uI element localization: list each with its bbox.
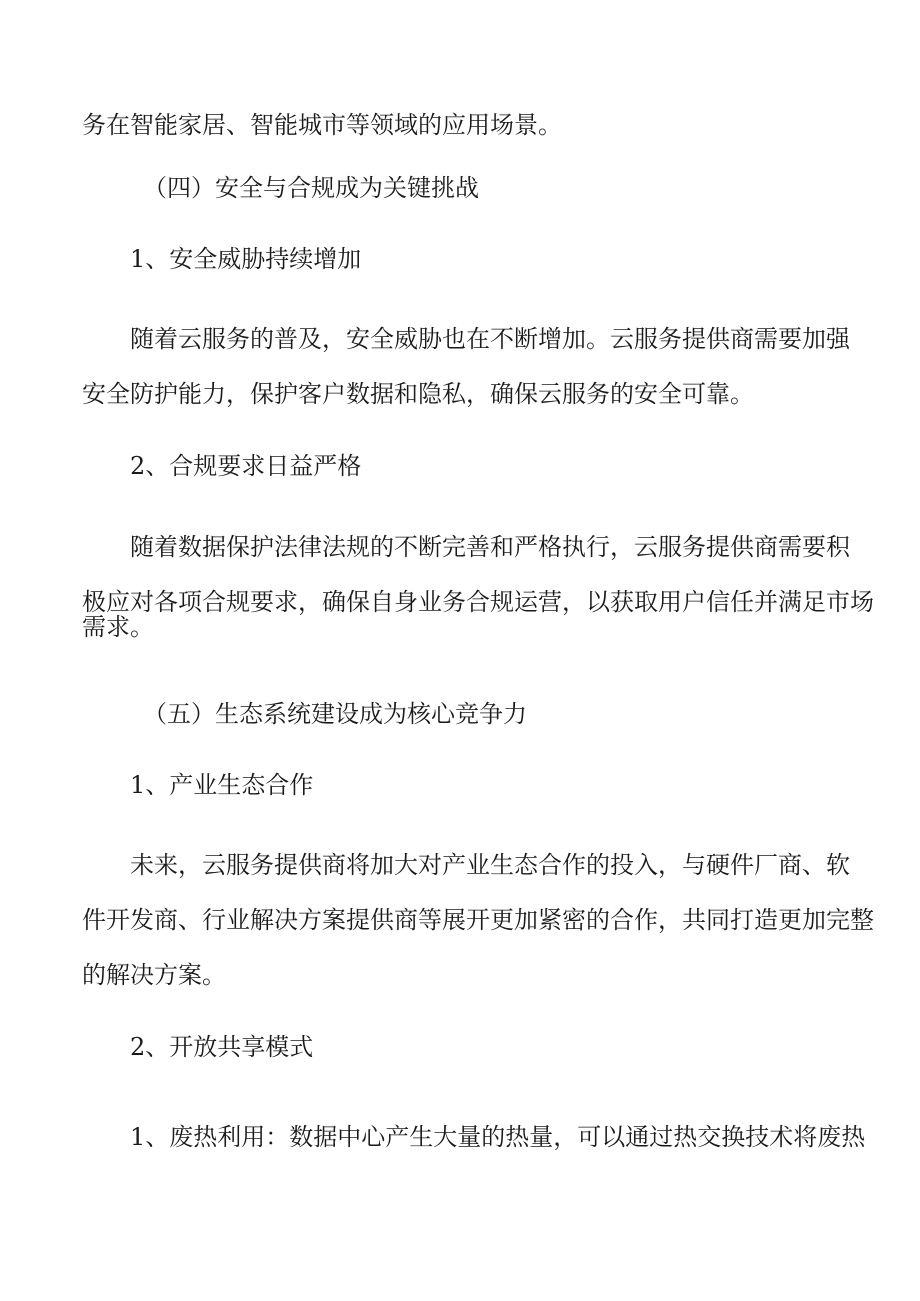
list-item-waste-heat: 1、废热利用：数据中心产生大量的热量，可以通过热交换技术将废热: [130, 1123, 866, 1151]
subsection-heading-4-2: 2、合规要求日益严格: [130, 452, 362, 480]
paragraph-5-1-line-3: 的解决方案。: [82, 961, 226, 989]
section-heading-4: （四）安全与合规成为关键挑战: [143, 174, 479, 202]
paragraph-4-1-line-1: 随着云服务的普及，安全威胁也在不断增加。云服务提供商需要加强: [130, 325, 850, 353]
paragraph-4-2-line-1: 随着数据保护法律法规的不断完善和严格执行，云服务提供商需要积: [130, 533, 850, 561]
paragraph-continuation: 务在智能家居、智能城市等领域的应用场景。: [82, 111, 562, 139]
paragraph-4-1-line-2: 安全防护能力，保护客户数据和隐私，确保云服务的安全可靠。: [82, 380, 754, 408]
paragraph-4-2-line-2: 极应对各项合规要求，确保自身业务合规运营，以获取用户信任并满足市场: [82, 588, 874, 616]
subsection-heading-4-1: 1、安全威胁持续增加: [130, 245, 362, 273]
paragraph-4-2-line-3: 需求。: [82, 613, 154, 641]
paragraph-5-1-line-1: 未来，云服务提供商将加大对产业生态合作的投入，与硬件厂商、软: [130, 851, 850, 879]
section-heading-5: （五）生态系统建设成为核心竞争力: [143, 700, 527, 728]
paragraph-5-1-line-2: 件开发商、行业解决方案提供商等展开更加紧密的合作，共同打造更加完整: [82, 906, 874, 934]
subsection-heading-5-1: 1、产业生态合作: [130, 771, 314, 799]
subsection-heading-5-2: 2、开放共享模式: [130, 1033, 314, 1061]
